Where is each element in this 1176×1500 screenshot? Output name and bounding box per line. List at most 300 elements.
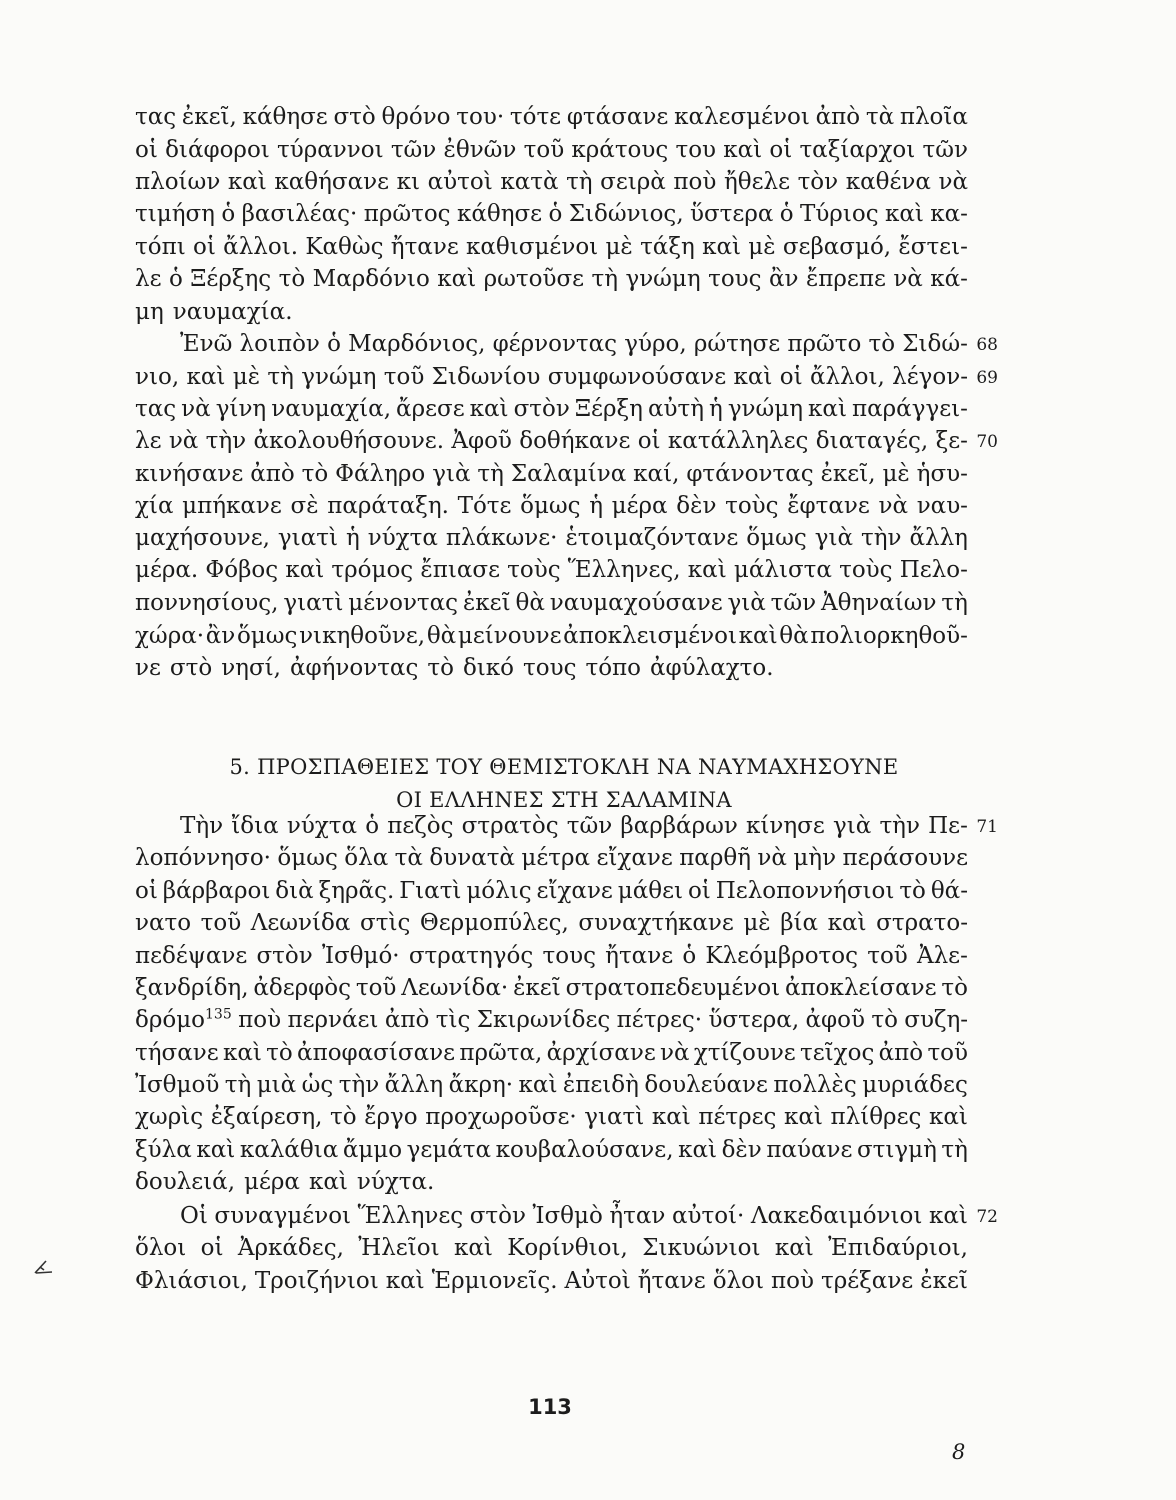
text-line xyxy=(135,361,968,393)
text-line xyxy=(135,842,968,874)
word: Ἑρμιονεῖς. xyxy=(431,1268,558,1294)
word: ὅλα xyxy=(344,845,389,871)
word: τοὺς xyxy=(725,493,779,519)
word: ξύλα xyxy=(135,1137,192,1163)
word: Ἐνῶ xyxy=(180,331,233,357)
word: καὶ xyxy=(453,1235,493,1261)
word: Φλιάσιοι, xyxy=(135,1268,248,1294)
word: Σαλαμίνα xyxy=(510,461,627,487)
word: μὲ xyxy=(605,234,633,260)
text-line xyxy=(135,458,968,490)
word: Ἀρκάδες, xyxy=(237,1235,344,1261)
word: Ἰσθμό· xyxy=(321,943,400,969)
word: σεβασμό, xyxy=(782,234,892,260)
word: θὰ xyxy=(515,590,545,616)
word: Θερμοπύλες, xyxy=(419,910,569,936)
word: Τὴν xyxy=(180,813,224,839)
word: τὸ xyxy=(427,655,454,681)
word: συναγμένοι xyxy=(214,1203,352,1229)
margin-number: 70 xyxy=(976,432,998,452)
word: ποὺ xyxy=(771,1268,814,1294)
word: κάθησε xyxy=(242,104,328,130)
word: ἀφήνοντας xyxy=(289,655,419,681)
word: ἔστει- xyxy=(898,234,968,260)
text-line xyxy=(135,1037,968,1069)
word: καί, xyxy=(633,461,680,487)
word: φτάνοντας xyxy=(686,461,814,487)
word: τας xyxy=(135,104,177,130)
word: ἀποφασίσανε xyxy=(297,1040,456,1066)
word: καθισμένοι xyxy=(466,234,599,260)
word: παύανε xyxy=(766,1137,853,1163)
word: ὅλοι xyxy=(712,1268,764,1294)
word: Σιδώνιος, xyxy=(568,201,684,227)
word: ταξίαρχοι xyxy=(799,137,916,163)
word: ἂν xyxy=(768,266,799,292)
text-line xyxy=(135,490,968,522)
word: οἱ xyxy=(135,137,158,163)
word: ὁ xyxy=(779,201,794,227)
word: τύραννοι xyxy=(277,137,384,163)
word: ὁ xyxy=(327,331,341,357)
word: μὲ xyxy=(882,461,910,487)
word: νησί, xyxy=(221,655,281,681)
word: ὅλοι xyxy=(135,1235,187,1261)
word: τὸ xyxy=(899,878,926,904)
text-line xyxy=(135,1232,968,1264)
footnote-ref: 135 xyxy=(205,1006,232,1023)
word: τὸ xyxy=(330,1104,357,1130)
text-line xyxy=(135,1166,968,1198)
word: ἄμμο xyxy=(342,1137,403,1163)
word: καὶ xyxy=(469,396,509,422)
word: Λεωνίδα xyxy=(250,910,351,936)
word: μὲ xyxy=(232,364,261,390)
word: ἀποκλείσανε xyxy=(784,975,937,1001)
word: Ἰσθμοῦ xyxy=(135,1072,220,1098)
word: μάλιστα xyxy=(733,557,832,583)
word: τὰ xyxy=(394,845,423,871)
text-line xyxy=(135,425,968,457)
word: τὸ xyxy=(278,266,306,292)
word: ἴδια xyxy=(231,813,279,839)
word: Ξέρξη xyxy=(574,396,643,422)
word: ἐπειδὴ xyxy=(562,1072,639,1098)
word: ναυμαχία. xyxy=(172,299,293,325)
word: κι xyxy=(396,169,421,195)
word: καὶ xyxy=(196,1137,236,1163)
margin-number: 71 xyxy=(976,817,998,837)
word: τὴν xyxy=(879,813,920,839)
word: Μαρδόνιο xyxy=(312,266,430,292)
word: ἄλλη xyxy=(384,1072,444,1098)
word: παρθῆ xyxy=(679,845,751,871)
word: οἱ xyxy=(687,878,711,904)
word: τὴ xyxy=(941,590,968,616)
word: καὶ xyxy=(928,1203,968,1229)
word: ἤθελε xyxy=(723,169,790,195)
word: ἀρχίσανε xyxy=(546,1040,656,1066)
word: Πελοποννήσιοι xyxy=(715,878,895,904)
word: γιὰ xyxy=(432,461,471,487)
word: στὸν xyxy=(256,943,313,969)
word: ἑτοιμαζόντανε xyxy=(565,525,739,551)
word: πλοῖα xyxy=(899,104,968,130)
word: νιο, xyxy=(135,364,180,390)
page-number: 113 xyxy=(528,1395,572,1419)
word: πλάκωνε· xyxy=(445,525,558,551)
word: κα- xyxy=(930,201,968,227)
word: τὴν xyxy=(205,428,247,454)
word: Τότε xyxy=(457,493,512,519)
word: νύχτα xyxy=(286,813,358,839)
word: τῶν xyxy=(390,137,437,163)
word: καὶ xyxy=(733,364,773,390)
signature-mark: 8 xyxy=(952,1440,966,1464)
word: πεδέψανε xyxy=(135,943,248,969)
text-line xyxy=(135,587,968,619)
word: ἀποκλεισμένοι xyxy=(563,623,737,649)
word: τότε xyxy=(509,104,562,130)
word: συναχτήκανε xyxy=(578,910,734,936)
word: μὴν xyxy=(793,845,837,871)
text-line xyxy=(135,875,968,907)
text-line xyxy=(135,1069,968,1101)
word: ξηρᾶς. xyxy=(318,878,395,904)
word: σὲ xyxy=(290,493,319,519)
word: οἱ xyxy=(193,234,216,260)
word: καὶ xyxy=(808,396,847,422)
text-line xyxy=(135,522,968,554)
word: καὶ xyxy=(774,1235,814,1261)
word: τας xyxy=(135,396,177,422)
word: μέρα xyxy=(244,1169,300,1195)
word: νὰ xyxy=(660,1040,690,1066)
word: Οἱ xyxy=(180,1203,208,1229)
word: συμφωνούσανε xyxy=(547,364,727,390)
word: νὰ xyxy=(878,493,909,519)
word: πλίθρες xyxy=(830,1104,922,1130)
word: καὶ xyxy=(651,1104,691,1130)
word: ἐκεῖ xyxy=(513,975,561,1001)
word: βάρβαροι xyxy=(162,878,271,904)
word: λοιπὸν xyxy=(239,331,320,357)
word: καὶ xyxy=(285,557,325,583)
word: γύρο, xyxy=(624,331,687,357)
word: μπήκανε xyxy=(182,493,282,519)
word: γιὰ xyxy=(814,525,853,551)
word: ὅμως xyxy=(277,845,338,871)
word: ἀπὸ xyxy=(815,104,861,130)
word: ἂν xyxy=(205,623,236,649)
word: ἐκεῖ xyxy=(920,1268,968,1294)
word: χτίζουνε xyxy=(693,1040,796,1066)
word: περνάει xyxy=(287,1007,379,1033)
word: στὸ xyxy=(169,655,213,681)
word: ἐθνῶν xyxy=(443,137,517,163)
word: Σκιρωνίδες xyxy=(476,1007,611,1033)
pencil-annotation-icon xyxy=(32,1257,58,1277)
word: Ἀφοῦ xyxy=(451,428,512,454)
word: διάφοροι xyxy=(165,137,270,163)
word: ναυμαχούσανε xyxy=(549,590,723,616)
word: τοῦ xyxy=(383,364,425,390)
section-heading-line-1: 5. ΠΡΟΣΠΑΘΕΙΕΣ ΤΟΥ ΘΕΜΙΣΤΟΚΛΗ ΝΑ ΝΑΥΜΑΧΗΣΟΥΝΕ xyxy=(229,755,899,779)
word: λέγον- xyxy=(892,364,968,390)
word: δὲν xyxy=(721,1137,762,1163)
word: ἀπὸ xyxy=(878,1040,924,1066)
word: ἔφτανε xyxy=(787,493,870,519)
word: κράτους xyxy=(571,137,669,163)
word: Σικυώνιοι xyxy=(642,1235,761,1261)
word: ἡ xyxy=(589,493,603,519)
word: Αὐτοὶ xyxy=(564,1268,631,1294)
word: τοὺς xyxy=(839,557,893,583)
text-line xyxy=(135,1265,968,1297)
word: στρατηγός xyxy=(408,943,534,969)
word: δρόμο xyxy=(135,1007,206,1033)
word: ποὺ xyxy=(238,1007,282,1033)
word: Ἕλληνες xyxy=(357,1203,464,1229)
word: τῶν xyxy=(770,590,817,616)
word: Φόβος xyxy=(205,557,279,583)
word: καθήσανε xyxy=(274,169,390,195)
word: οἱ xyxy=(637,428,661,454)
word: Σιδώ- xyxy=(902,331,968,357)
word: νὰ xyxy=(757,845,787,871)
word: τὴ xyxy=(566,169,593,195)
word: τὶς xyxy=(435,1007,471,1033)
word: συζη- xyxy=(904,1007,968,1033)
word: παράγγει- xyxy=(852,396,968,422)
word: του xyxy=(675,137,717,163)
word: ὁ xyxy=(221,201,236,227)
word: δουλεύανε xyxy=(644,1072,768,1098)
word: εἴχανε xyxy=(536,878,613,904)
word: Καθὼς xyxy=(305,234,384,260)
text-line xyxy=(135,134,968,166)
word: στρατοπεδευμένοι xyxy=(565,975,781,1001)
word: μὲ xyxy=(748,234,776,260)
text-line xyxy=(135,198,968,230)
word: θά- xyxy=(930,878,968,904)
word: στρατὸς xyxy=(461,813,559,839)
word: ὅμως xyxy=(520,493,581,519)
word: ἡσυ- xyxy=(916,461,968,487)
word: καὶ xyxy=(928,1104,968,1130)
word: καὶ xyxy=(308,1169,348,1195)
word: θὰ xyxy=(426,623,457,649)
word: καλεσμένοι xyxy=(674,104,810,130)
word: καὶ xyxy=(738,623,778,649)
word: καὶ xyxy=(687,557,727,583)
word: χωρὶς xyxy=(135,1104,204,1130)
word: νὰ xyxy=(893,266,923,292)
word: τοῦ xyxy=(523,137,565,163)
word: μείνουνε xyxy=(457,623,562,649)
word: καὶ xyxy=(827,910,867,936)
word: ἤτανε xyxy=(637,1268,706,1294)
word: φέρνοντας xyxy=(492,331,618,357)
word: τὸ xyxy=(301,461,329,487)
word: καὶ xyxy=(385,1268,425,1294)
word: καὶ xyxy=(437,266,477,292)
word: στὶς xyxy=(360,910,411,936)
word: λε xyxy=(135,428,162,454)
text-line xyxy=(135,652,968,684)
word: κατὰ xyxy=(500,169,559,195)
text-line xyxy=(135,101,968,133)
word: τὸ xyxy=(941,975,968,1001)
margin-number: 69 xyxy=(976,368,998,388)
word: μιὰ xyxy=(256,1072,297,1098)
word: διὰ xyxy=(275,878,314,904)
word: Ἰσθμὸ xyxy=(532,1203,603,1229)
word: ἡ xyxy=(345,525,360,551)
word: τὴ xyxy=(591,266,619,292)
word: πέτρες· xyxy=(616,1007,703,1033)
text-line xyxy=(135,1134,968,1166)
word: σειρὰ xyxy=(600,169,666,195)
word: καὶ xyxy=(227,169,267,195)
word: ἀπὸ xyxy=(384,1007,430,1033)
text-line xyxy=(135,263,968,295)
word: ἐκεῖ xyxy=(462,590,511,616)
word: ἤτανε xyxy=(390,234,459,260)
word: τους xyxy=(523,655,577,681)
word: νύχτα. xyxy=(356,1169,435,1195)
word: μόλις xyxy=(466,878,532,904)
word: δοθήκανε xyxy=(519,428,631,454)
word: ἤτανε xyxy=(605,943,674,969)
word: καὶ xyxy=(678,1137,718,1163)
word: Ἐπιδαύριοι, xyxy=(828,1235,968,1261)
word: τάξη xyxy=(640,234,695,260)
word: νύχτα xyxy=(367,525,438,551)
word: ἄρεσε xyxy=(396,396,465,422)
word: θρόνο xyxy=(381,104,451,130)
word: Πελο- xyxy=(899,557,968,583)
text-line xyxy=(135,393,968,425)
word: πρῶτο xyxy=(787,331,862,357)
word: Κλεόμβροτος xyxy=(705,943,858,969)
word: προχωροῦσε· xyxy=(425,1104,577,1130)
word: μάθει xyxy=(617,878,684,904)
word: ἐξαίρεση, xyxy=(210,1104,323,1130)
word: ὡς xyxy=(301,1072,334,1098)
word: γιατὶ xyxy=(277,525,338,551)
word: ἀδερφὸς xyxy=(253,975,352,1001)
word: Πε- xyxy=(928,813,968,839)
word: ἡ xyxy=(709,396,723,422)
word: τῶν xyxy=(922,137,968,163)
word: ποννησίους, xyxy=(135,590,279,616)
text-line xyxy=(135,620,968,652)
word: ὅμως xyxy=(236,623,298,649)
word: κινήσανε xyxy=(135,461,244,487)
word: οἱ xyxy=(769,137,793,163)
text-line xyxy=(135,940,968,972)
word: πολλὲς xyxy=(773,1072,857,1098)
word: τὸ xyxy=(868,331,896,357)
word: ἄλλη xyxy=(909,525,968,551)
word: ρωτοῦσε xyxy=(483,266,585,292)
word: καὶ xyxy=(518,1072,558,1098)
word: τοὺς xyxy=(507,557,561,583)
word: ἄλλοι, xyxy=(809,364,885,390)
text-line xyxy=(135,166,968,198)
word: αὐτοί· xyxy=(671,1203,745,1229)
word: τους xyxy=(542,943,596,969)
word: δουλειά, xyxy=(135,1169,236,1195)
text-line xyxy=(135,1004,968,1036)
word: τὸν xyxy=(797,169,839,195)
text-line xyxy=(180,328,968,360)
word: αὐτοὶ xyxy=(427,169,493,195)
word: ἔπιασε xyxy=(420,557,500,583)
word: Τύριος xyxy=(799,201,879,227)
word: του· xyxy=(456,104,505,130)
word: καὶ xyxy=(784,1104,823,1130)
word: γίνη xyxy=(215,396,267,422)
word: ρώτησε xyxy=(693,331,781,357)
text-line xyxy=(135,296,968,328)
word: διαταγές, xyxy=(815,428,929,454)
text-line xyxy=(135,231,968,263)
word: καθένα xyxy=(845,169,931,195)
word: τὰ xyxy=(865,104,895,130)
word: τεῖχος xyxy=(800,1040,875,1066)
word: νὰ xyxy=(181,396,211,422)
word: ὅμως xyxy=(746,525,807,551)
word: τοῦ xyxy=(200,910,242,936)
word: κίνησε xyxy=(746,813,825,839)
word: στὸν xyxy=(513,396,570,422)
word: μαχήσουνε, xyxy=(135,525,270,551)
word: ξε- xyxy=(935,428,968,454)
text-line xyxy=(135,972,968,1004)
word: τρόμος xyxy=(331,557,414,583)
word: ὁ xyxy=(365,813,380,839)
word: πέτρες xyxy=(698,1104,777,1130)
word: Ἀθηναίων xyxy=(821,590,937,616)
word: στὸν xyxy=(469,1203,526,1229)
word: πεζὸς xyxy=(387,813,454,839)
word: μέρα. xyxy=(135,557,199,583)
word: κατάλληλες xyxy=(667,428,809,454)
word: χία xyxy=(135,493,174,519)
word: γιὰ xyxy=(832,813,872,839)
word: πλοίων xyxy=(135,169,221,195)
word: τὸ xyxy=(266,1040,293,1066)
word: νε xyxy=(135,655,161,681)
word: ἦταν xyxy=(609,1203,666,1229)
word: τὴ xyxy=(477,461,504,487)
word: στρατο- xyxy=(876,910,968,936)
word: Ἀλε- xyxy=(917,943,968,969)
word: ἔργο xyxy=(364,1104,418,1130)
word: ἐκεῖ, xyxy=(820,461,876,487)
word: μέρα xyxy=(611,493,668,519)
word: βασιλέας· xyxy=(241,201,358,227)
word: ναυ- xyxy=(916,493,968,519)
word: περάσουνε xyxy=(842,845,968,871)
word: Ἕλληνες, xyxy=(567,557,681,583)
word: λοπόννησο· xyxy=(135,845,271,871)
word: Κορίνθιοι, xyxy=(507,1235,628,1261)
word: δυνατὰ xyxy=(429,845,515,871)
text-line xyxy=(180,1200,968,1232)
